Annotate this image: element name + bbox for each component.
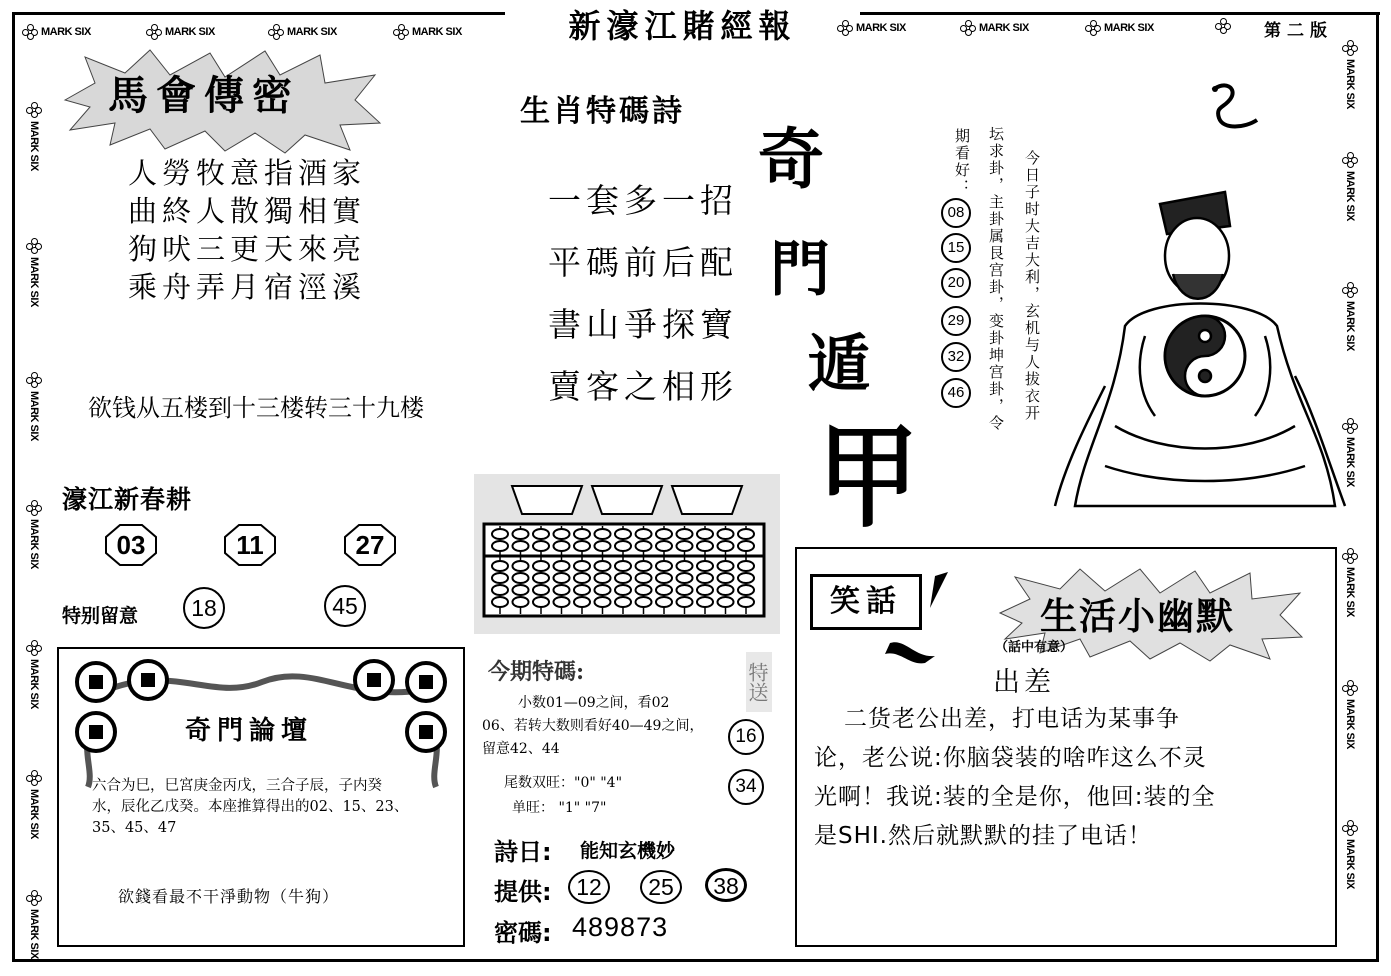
mark-six-label: MARK SIX (1344, 839, 1356, 889)
mark-six-label: MARK SIX (41, 26, 91, 38)
sage-illustration (1045, 186, 1355, 526)
masthead-title: 新濠江賭經報 (505, 4, 860, 48)
flower-icon (1342, 152, 1358, 168)
abacus-bead (533, 597, 549, 607)
flower-icon (26, 770, 42, 786)
number-circle: 16 (728, 719, 764, 755)
mark-six-badge (26, 238, 42, 307)
abacus-bead (738, 561, 754, 571)
abacus-illustration (482, 478, 772, 628)
edition-label: 第二版 (1264, 21, 1333, 41)
number-badge (343, 523, 397, 567)
number-circle: 34 (728, 769, 764, 805)
abacus-bead (718, 541, 734, 551)
abacus-bead (513, 529, 529, 539)
forum-title: 奇門論壇 (185, 716, 314, 746)
mark-six-badge (1342, 820, 1358, 889)
mark-six-label: MARK SIX (1344, 437, 1356, 487)
flower-icon (1342, 680, 1358, 696)
abacus-bead (595, 597, 611, 607)
abacus-bead (656, 573, 672, 583)
prophecy-col1: 今日子时大吉大利，玄机与人拔衣开 (1023, 150, 1041, 422)
abacus-bead (513, 573, 529, 583)
number-circle: 18 (183, 587, 225, 629)
mark-six-label: MARK SIX (1104, 22, 1154, 34)
horse-secret-note: 欲钱从五楼到十三楼转三十九楼 (88, 394, 424, 422)
flower-icon (1342, 548, 1358, 564)
joke-tag: 笑話 (810, 574, 922, 630)
code-label: 密碼: (494, 919, 552, 947)
horse-secret-title: 馬會傳密 (108, 72, 300, 119)
number-badge (223, 523, 277, 567)
number-circle: 46 (941, 378, 971, 408)
abacus-bead (554, 541, 570, 551)
abacus-bead (492, 561, 508, 571)
poem-line: 平碼前后配 (548, 243, 738, 282)
poem-line: 一套多一招 (548, 181, 738, 220)
flower-icon (26, 640, 42, 656)
flower-icon (26, 238, 42, 254)
abacus-bead (574, 541, 590, 551)
number-circle: 38 (705, 868, 747, 902)
flower-icon (1085, 20, 1101, 36)
mark-six-label: MARK SIX (165, 26, 215, 38)
abacus-bead (697, 597, 713, 607)
abacus-bead (533, 529, 549, 539)
abacus-bead (656, 585, 672, 595)
mark-six-badge (960, 20, 1029, 36)
joke-title: 生活小幽默 (1040, 595, 1235, 638)
abacus-bead (595, 541, 611, 551)
abacus-bead (738, 585, 754, 595)
mark-six-badge (146, 24, 215, 40)
qimen-char: 遁 (808, 327, 871, 400)
mark-six-badge (26, 500, 42, 569)
abacus-bead (697, 561, 713, 571)
abacus-bead (492, 529, 508, 539)
flower-icon (1342, 418, 1358, 434)
flower-icon (1342, 40, 1358, 56)
abacus-bead (595, 585, 611, 595)
abacus-bead (513, 597, 529, 607)
code-value: 489873 (572, 912, 669, 942)
abacus-bead (615, 561, 631, 571)
abacus-bead (738, 529, 754, 539)
flower-icon (837, 20, 853, 36)
qimen-char: 門 (770, 235, 830, 305)
poem-text: 能知玄機妙 (580, 840, 676, 862)
mark-six-badge (26, 102, 42, 171)
poem-label: 詩日: (494, 838, 552, 866)
number-circle: 20 (941, 268, 971, 298)
new-year-title: 濠江新春耕 (62, 485, 193, 514)
poem-line: 書山爭探寶 (548, 305, 738, 344)
mark-six-label: MARK SIX (856, 22, 906, 34)
story-line: 是SHI.然后就默默的挂了电话！ (814, 823, 1152, 849)
story-line: 光啊！我说:装的全是你，他回:装的全 (814, 784, 1216, 810)
abacus-bead (738, 573, 754, 583)
horse-secret-poem (128, 154, 366, 306)
flower-icon (26, 890, 42, 906)
number-badge (104, 523, 158, 567)
flower-icon (393, 24, 409, 40)
abacus-bead (615, 541, 631, 551)
abacus-bead (533, 573, 549, 583)
abacus-bead (697, 585, 713, 595)
qimen-char: 奇 (758, 120, 824, 198)
mark-six-label: MARK SIX (28, 909, 40, 959)
mark-six-badge (1342, 40, 1358, 109)
forum-body: 六合为巳，巳宮庚金丙戊，三合子辰，子内癸水，辰化乙戊癸。本座推算得出的02、15、23、35、45、47 (92, 778, 409, 836)
mark-six-badge (268, 24, 337, 40)
mark-six-badge (1342, 680, 1358, 749)
abacus-bead (554, 573, 570, 583)
abacus-bead (656, 541, 672, 551)
abacus-bead (554, 529, 570, 539)
mark-six-label: MARK SIX (1344, 59, 1356, 109)
abacus-bead (718, 573, 734, 583)
abacus-bead (554, 561, 570, 571)
number-circle: 45 (324, 585, 366, 627)
abacus-bead (656, 529, 672, 539)
mark-six-label: MARK SIX (28, 257, 40, 307)
mark-six-label: MARK SIX (28, 391, 40, 441)
mark-six-badge (1085, 20, 1154, 36)
flower-icon (1342, 820, 1358, 836)
abacus-bead (718, 529, 734, 539)
mark-six-badge (26, 372, 42, 441)
abacus-bead (574, 573, 590, 583)
abacus-bead (574, 585, 590, 595)
mark-six-badge (393, 24, 462, 40)
abacus-bead (492, 597, 508, 607)
mark-six-badge (1342, 282, 1358, 351)
flower-icon (146, 24, 162, 40)
abacus-bead (492, 541, 508, 551)
mark-six-badge (26, 890, 42, 959)
mark-six-label: MARK SIX (1344, 171, 1356, 221)
special-code-line: 留意42、44 (482, 741, 560, 757)
flower-icon (26, 102, 42, 118)
number-circle: 29 (941, 306, 971, 336)
mark-six-label: MARK SIX (979, 22, 1029, 34)
poem-line: 人勞牧意指酒家 (128, 156, 367, 190)
special-attention-label: 特别留意 (62, 605, 139, 627)
abacus-bead (595, 561, 611, 571)
abacus-bead (513, 561, 529, 571)
poem-line: 賣客之相形 (548, 367, 738, 406)
abacus-bead (574, 529, 590, 539)
abacus-bead (718, 585, 734, 595)
abacus-bead (656, 597, 672, 607)
mark-six-badge (22, 24, 91, 40)
abacus-bead (677, 561, 693, 571)
abacus-bead (697, 573, 713, 583)
flower-icon (1342, 282, 1358, 298)
abacus-bead (636, 573, 652, 583)
mark-six-badge (1342, 418, 1358, 487)
mark-six-label: MARK SIX (28, 789, 40, 839)
abacus-bead (492, 585, 508, 595)
joke-subtitle: （話中有意） (995, 640, 1074, 655)
abacus-bead (533, 541, 549, 551)
abacus-bead (636, 597, 652, 607)
mark-six-badge (1215, 18, 1231, 34)
abacus-bead (677, 541, 693, 551)
special-code-title: 今期特碼: (488, 659, 585, 685)
abacus-bead (492, 573, 508, 583)
story-body (814, 700, 1324, 856)
flower-icon (26, 500, 42, 516)
abacus-bead (615, 529, 631, 539)
mark-six-badge (26, 640, 42, 709)
abacus-bead (697, 529, 713, 539)
flower-icon (960, 20, 976, 36)
flower-icon (22, 24, 38, 40)
abacus-bead (738, 597, 754, 607)
abacus-bead (656, 561, 672, 571)
abacus-bead (718, 597, 734, 607)
abacus-bead (677, 597, 693, 607)
offer-label: 提供: (494, 878, 552, 906)
special-code-line: 尾数双旺："0" "4" (504, 775, 623, 791)
abacus-bead (718, 561, 734, 571)
number-text: 27 (355, 529, 385, 560)
abacus-bead (554, 585, 570, 595)
special-code-side-note: 特送 (746, 652, 772, 712)
mark-six-label: MARK SIX (28, 519, 40, 569)
mark-six-badge (26, 770, 42, 839)
abacus-bead (677, 585, 693, 595)
mark-six-label: MARK SIX (1344, 301, 1356, 351)
story-line: 论，老公说:你脑袋装的啥咋这么不灵 (814, 745, 1207, 771)
special-code-line: 06、若转大数则看好40—49之间， (482, 718, 704, 734)
poem-line: 曲終人散獨相實 (128, 194, 367, 228)
abacus-bead (636, 585, 652, 595)
number-text: 11 (236, 529, 264, 560)
poem-line: 狗吠三更天來亮 (128, 232, 367, 266)
abacus-bead (533, 585, 549, 595)
zodiac-poem-title: 生肖特碼詩 (520, 94, 685, 129)
abacus-bead (615, 597, 631, 607)
number-circle: 15 (941, 233, 971, 263)
abacus-bead (554, 597, 570, 607)
abacus-bead (615, 585, 631, 595)
zodiac-poem (548, 170, 738, 418)
abacus-bead (636, 561, 652, 571)
mark-six-label: MARK SIX (28, 121, 40, 171)
number-circle: 25 (640, 870, 682, 904)
mark-six-label: MARK SIX (1344, 567, 1356, 617)
poem-line: 乘舟弄月宿涇溪 (128, 270, 367, 304)
abacus-bead (738, 541, 754, 551)
mark-six-badge (1342, 152, 1358, 221)
story-line: 二货老公出差，打电话为某事争 (844, 706, 1180, 732)
number-text: 03 (116, 529, 146, 560)
abacus-bead (615, 573, 631, 583)
mark-six-label: MARK SIX (1344, 699, 1356, 749)
mark-six-label: MARK SIX (287, 26, 337, 38)
abacus-bead (595, 529, 611, 539)
abacus-bead (574, 597, 590, 607)
mark-six-label: MARK SIX (28, 659, 40, 709)
snake-icon (1205, 78, 1265, 138)
special-code-line: 小数01—09之间，看02 (518, 695, 670, 711)
qimen-char: 甲 (817, 412, 919, 543)
number-circle: 32 (941, 342, 971, 372)
abacus-bead (533, 561, 549, 571)
mark-six-badge (837, 20, 906, 36)
abacus-bead (636, 541, 652, 551)
flower-icon (26, 372, 42, 388)
mark-six-badge (1342, 548, 1358, 617)
abacus-bead (595, 573, 611, 583)
flower-icon (268, 24, 284, 40)
story-title: 出差 (993, 667, 1055, 698)
abacus-bead (636, 529, 652, 539)
abacus-bead (574, 561, 590, 571)
special-code-line: 单旺： "1" "7" (512, 800, 607, 816)
mark-six-label: MARK SIX (412, 26, 462, 38)
number-circle: 08 (941, 198, 971, 228)
abacus-bead (697, 541, 713, 551)
number-circle: 12 (568, 870, 610, 904)
abacus-bead (513, 541, 529, 551)
abacus-bead (677, 529, 693, 539)
flower-icon (1215, 18, 1231, 34)
prophecy-col3: 期看好： (953, 128, 971, 196)
abacus-bead (677, 573, 693, 583)
forum-footer: 欲錢看最不干淨動物（牛狗） (118, 887, 340, 906)
prophecy-col2: 坛求卦，主卦属艮宫卦，变卦坤宫卦，令 (987, 126, 1005, 432)
abacus-bead (513, 585, 529, 595)
brush-stroke-icon (880, 568, 950, 668)
